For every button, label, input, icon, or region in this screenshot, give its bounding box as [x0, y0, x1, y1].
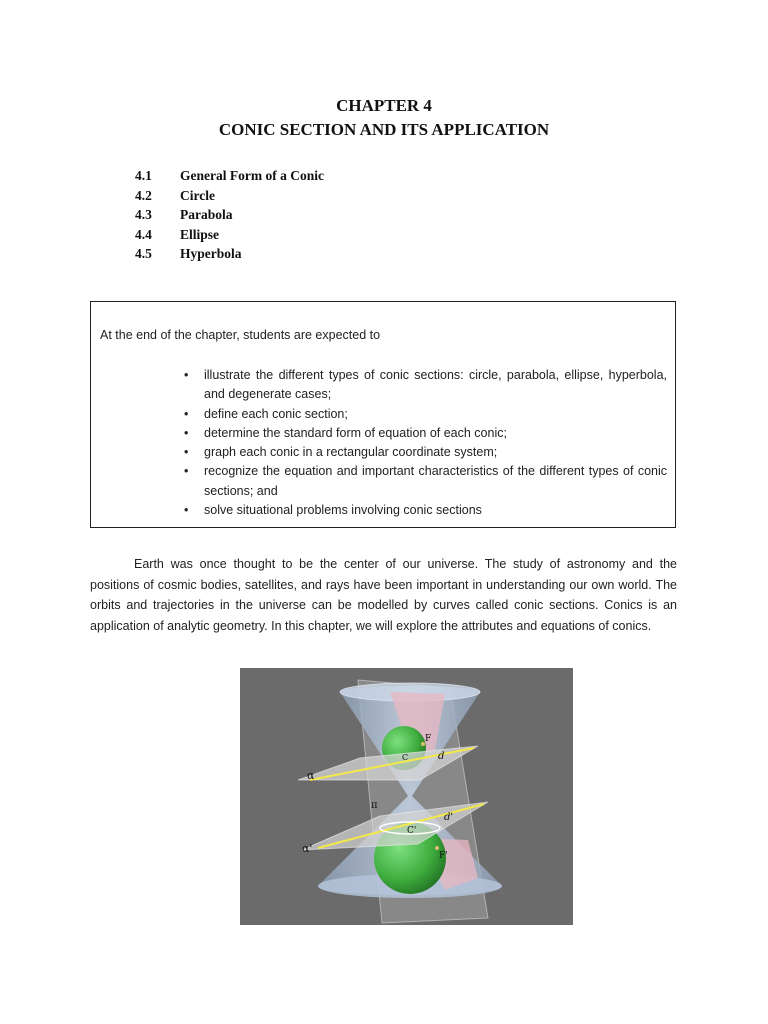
label-pi: π	[371, 800, 378, 811]
toc-number: 4.1	[135, 168, 152, 183]
chapter-title: CONIC SECTION AND ITS APPLICATION	[218, 120, 550, 139]
bullet-icon: •	[184, 406, 189, 421]
chapter-number: CHAPTER 4	[336, 96, 432, 115]
label-f-prime: F'	[439, 851, 448, 861]
objective-item: • graph each conic in a rectangular coordinate system;	[181, 443, 667, 462]
objective-item: • illustrate the different types of conic sections: circle, parabola, ellipse, hyperbola, and degenerate cases;	[184, 368, 667, 402]
conic-illustration	[240, 668, 573, 925]
intro-paragraph: Earth was once thought to be the center of our universe. The study of astronomy and the positions of cosmic bodies, satellites, and rays have been important in understanding our own world. The orbits and trajectories in the universe can be modelled by curves called conic sections. Conics is an application of analytic geometry. In this chapter, we will explore the attributes and equations of conics.	[90, 557, 677, 633]
objectives-list	[181, 366, 667, 520]
toc-label: Parabola	[180, 207, 233, 222]
toc-item	[135, 205, 324, 225]
table-of-contents	[135, 166, 324, 264]
toc-label: Ellipse	[180, 226, 220, 242]
toc-label: Circle	[180, 187, 215, 203]
toc-label: Hyperbola	[180, 246, 242, 261]
objective-item: • define each conic section;	[181, 405, 667, 424]
bullet-icon: •	[184, 425, 189, 440]
toc-item	[135, 225, 324, 245]
label-alpha-prime: α'	[302, 842, 313, 855]
label-alpha: α	[307, 769, 315, 782]
toc-number: 4.2	[135, 187, 152, 203]
toc-number: 4.5	[135, 246, 152, 261]
toc-item	[135, 166, 324, 186]
objective-item: • determine the standard form of equation of each conic;	[181, 424, 667, 443]
learning-objectives-box	[90, 301, 676, 528]
focus-f-prime-point	[435, 846, 439, 850]
dandelin-spheres-figure	[240, 668, 573, 925]
toc-number: 4.4	[135, 226, 152, 242]
toc-item	[135, 186, 324, 206]
label-d: d	[438, 751, 445, 762]
toc-label: General Form of a Conic	[180, 168, 324, 183]
objectives-intro: At the end of the chapter, students are expected to	[100, 328, 381, 342]
bullet-icon: •	[184, 503, 189, 518]
label-c-prime: C'	[407, 826, 417, 836]
objective-item: • solve situational problems involving conic sections	[181, 501, 667, 520]
bullet-icon: •	[184, 464, 189, 479]
chapter-heading	[0, 94, 768, 142]
objective-item: • recognize the equation and important characteristics of the different types of conic sections; and	[184, 464, 667, 498]
bullet-icon: •	[184, 368, 189, 382]
label-f: F	[425, 734, 432, 744]
label-c: C	[402, 753, 409, 762]
toc-number: 4.3	[135, 207, 152, 222]
bullet-icon: •	[184, 445, 189, 460]
toc-item	[135, 244, 324, 264]
label-d-prime: d'	[444, 812, 454, 823]
